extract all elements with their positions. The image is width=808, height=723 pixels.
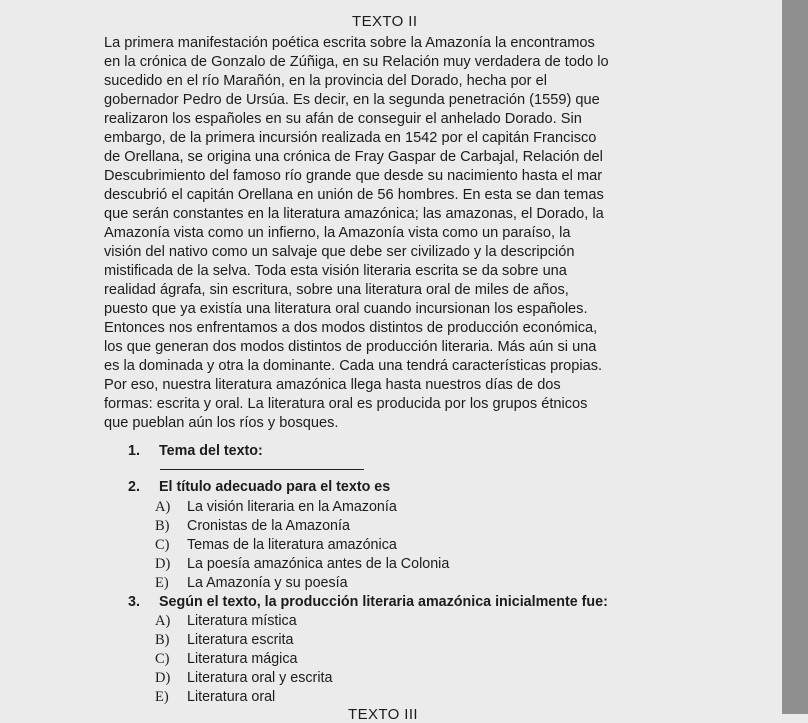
paragraph-line: Entonces nos enfrentamos a dos modos distintos de producción económica, bbox=[104, 320, 598, 336]
paragraph-line: Por eso, nuestra literatura amazónica llega hasta nuestros días de dos bbox=[104, 377, 561, 393]
page-edge-border bbox=[782, 0, 808, 714]
option-item bbox=[155, 612, 297, 631]
option-letter: B) bbox=[155, 518, 170, 534]
paragraph-line: de Orellana, se origina una crónica de Fray Gaspar de Carbajal, Relación del bbox=[104, 149, 603, 165]
option-letter: A) bbox=[155, 499, 171, 515]
question-number: 1. bbox=[128, 443, 140, 459]
option-text: Temas de la literatura amazónica bbox=[187, 537, 397, 553]
option-item bbox=[155, 574, 348, 593]
paragraph-line: sucedido en el río Marañón, en la provincia del Dorado, hecha por el bbox=[104, 73, 547, 89]
paragraph-line: visión del nativo como un salvaje que debe ser civilizado y la descripción bbox=[104, 244, 575, 260]
next-text-title: TEXTO III bbox=[348, 706, 419, 723]
paragraph-line: Amazonía vista como un infierno, la Amazonía vista como un paraíso, la bbox=[104, 225, 571, 241]
option-text: Literatura oral y escrita bbox=[187, 670, 333, 686]
option-item bbox=[155, 631, 293, 650]
question-1 bbox=[128, 443, 263, 459]
option-text: La Amazonía y su poesía bbox=[187, 575, 348, 591]
option-text: Literatura mística bbox=[187, 613, 297, 629]
text-title: TEXTO II bbox=[352, 13, 418, 30]
option-letter: B) bbox=[155, 632, 170, 648]
option-text: La poesía amazónica antes de la Colonia bbox=[187, 556, 450, 572]
question-number: 2. bbox=[128, 479, 140, 495]
paragraph-line: realidad ágrafa, sin escritura, sobre una literatura oral de miles de años, bbox=[104, 282, 569, 298]
question-text: Tema del texto: bbox=[159, 443, 263, 459]
question-3 bbox=[128, 594, 608, 610]
paragraph-line: realizaron los españoles en su afán de conseguir el anhelado Dorado. Sin bbox=[104, 111, 582, 127]
option-item bbox=[155, 669, 332, 688]
question-2 bbox=[128, 479, 390, 495]
option-letter: E) bbox=[155, 689, 169, 705]
paragraph-line: gobernador Pedro de Ursúa. Es decir, en la segunda penetración (1559) que bbox=[104, 92, 600, 108]
option-letter: D) bbox=[155, 670, 171, 686]
option-text: Literatura escrita bbox=[187, 632, 294, 648]
question-text: El título adecuado para el texto es bbox=[159, 479, 391, 495]
answer-blank-line[interactable] bbox=[160, 469, 364, 470]
paragraph-line: es la dominada y otra la dominante. Cada una tendrá características propias. bbox=[104, 358, 603, 374]
option-letter: E) bbox=[155, 575, 169, 591]
reading-paragraph bbox=[104, 34, 656, 433]
paragraph-line: puesto que ya existía una literatura oral cuando incursionan los españoles. bbox=[104, 301, 588, 317]
paragraph-line: mistificada de la selva. Toda esta visión literaria escrita se da sobre una bbox=[104, 263, 567, 279]
paragraph-line: que pueblan aún los ríos y bosques. bbox=[104, 415, 339, 431]
option-item bbox=[155, 517, 350, 536]
option-item bbox=[155, 650, 297, 669]
option-letter: C) bbox=[155, 537, 170, 553]
question-number: 3. bbox=[128, 594, 140, 610]
option-text: La visión literaria en la Amazonía bbox=[187, 499, 397, 515]
paragraph-line: formas: escrita y oral. La literatura oral es producida por los grupos étnicos bbox=[104, 396, 588, 412]
question-text: Según el texto, la producción literaria amazónica inicialmente fue: bbox=[159, 594, 608, 610]
paragraph-line: que serán constantes en la literatura amazónica; las amazonas, el Dorado, la bbox=[104, 206, 604, 222]
option-letter: A) bbox=[155, 613, 171, 629]
option-item bbox=[155, 688, 275, 707]
paragraph-line: descubrió el capitán Orellana en unión de 56 hombres. En esta se dan temas bbox=[104, 187, 604, 203]
paragraph-line: los que generan dos modos distintos de producción literaria. Más aún si una bbox=[104, 339, 597, 355]
option-item bbox=[155, 498, 397, 517]
paragraph-line: Descubrimiento del famoso río grande que desde su nacimiento hasta el mar bbox=[104, 168, 603, 184]
paragraph-line: en la crónica de Gonzalo de Zúñiga, en su Relación muy verdadera de todo lo bbox=[104, 54, 609, 70]
option-item bbox=[155, 555, 449, 574]
option-text: Literatura mágica bbox=[187, 651, 298, 667]
option-item bbox=[155, 536, 397, 555]
option-text: Cronistas de la Amazonía bbox=[187, 518, 350, 534]
paragraph-line: La primera manifestación poética escrita sobre la Amazonía la encontramos bbox=[104, 35, 595, 51]
option-letter: D) bbox=[155, 556, 171, 572]
option-letter: C) bbox=[155, 651, 170, 667]
option-text: Literatura oral bbox=[187, 689, 276, 705]
paragraph-line: embargo, de la primera incursión realizada en 1542 por el capitán Francisco bbox=[104, 130, 597, 146]
